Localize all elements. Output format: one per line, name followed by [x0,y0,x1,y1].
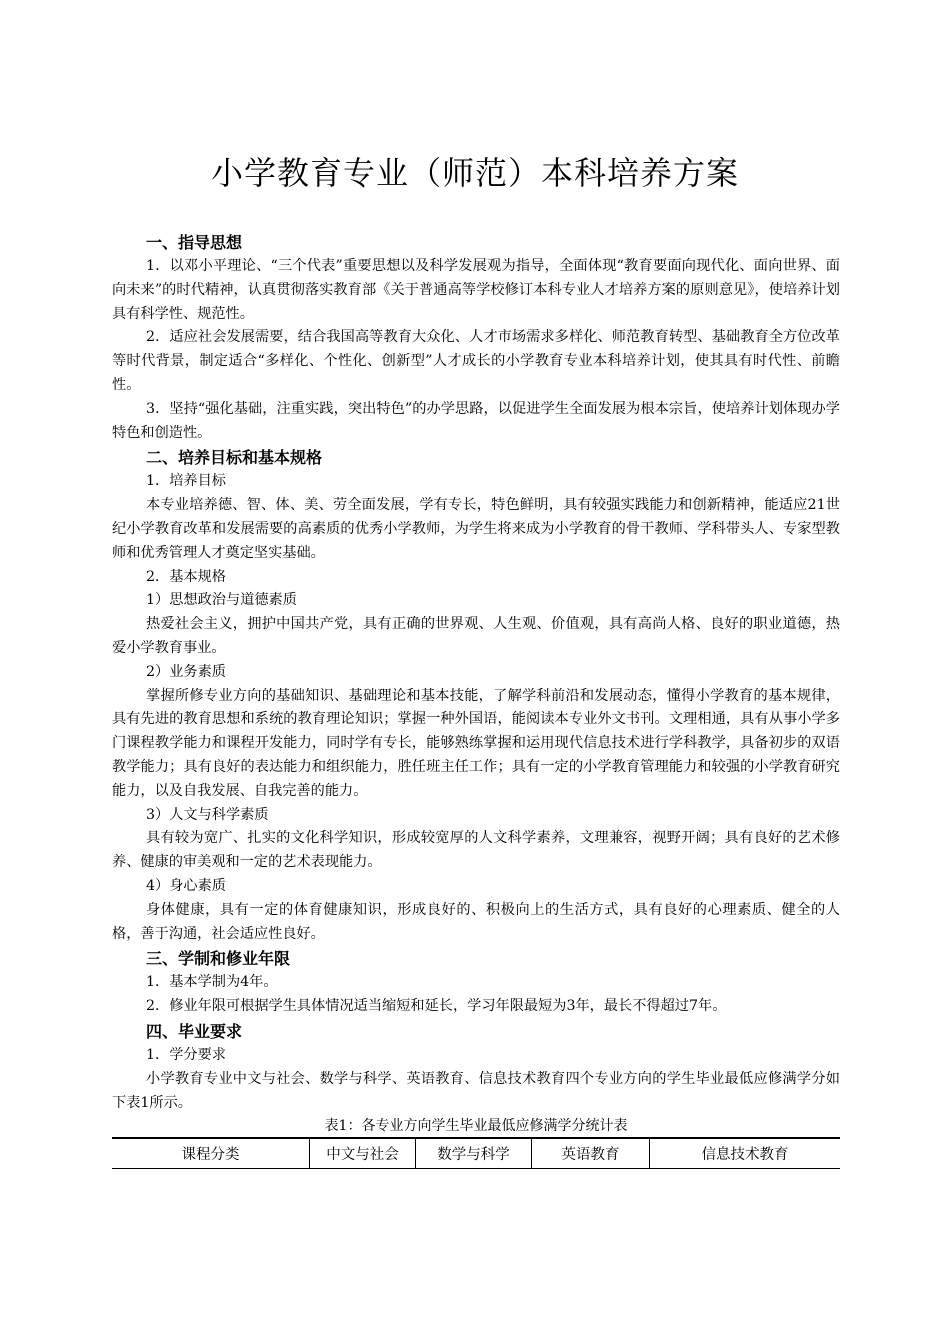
paragraph: 小学教育专业中文与社会、数学与科学、英语教育、信息技术教育四个专业方向的学生毕业最低应修满学分如下表1所示。 [112,1070,840,1111]
paragraph: 本专业培养德、智、体、美、劳全面发展，学有专长，特色鲜明，具有较强实践能力和创新精神，能适应21世纪小学教育改革和发展需要的高素质的优秀小学教师，为学生将来成为小学教育的骨干教师、学科带头人、专家型教师和优秀管理人才奠定坚实基础。 [112,497,840,561]
paragraph: 2．基本规格 [146,568,226,585]
paragraph: 具有较为宽广、扎实的文化科学知识，形成较宽厚的人文科学素养，文理兼容，视野开阔；具有良好的艺术修养、健康的审美观和一定的艺术表现能力。 [112,830,840,871]
paragraph: 热爱社会主义，拥护中国共产党，具有正确的世界观、人生观、价值观，具有高尚人格、良好的职业道德，热爱小学教育事业。 [112,616,840,656]
section-heading: 一、指导思想 [146,233,243,252]
page-title: 小学教育专业（师范）本科培养方案 [210,154,739,192]
paragraph: 3）人文与科学素质 [146,806,269,823]
paragraph: 1．培养目标 [146,473,226,490]
paragraph: 掌握所修专业方向的基础知识、基础理论和基本技能，了解学科前沿和发展动态，懂得小学教育的基本规律，具有先进的教育思想和系统的教育理论知识；掌握一种外国语，能阅读本专业外文书刊。文理相通，具有从事小学多门课程教学能力和课程开发能力，同时学有专长，能够熟练掌握和运用现代信息技术进行学科教学，具备初步的双语教学能力；具有良好的表达能力和组织能力，胜任班主任工作；具有一定的小学教育管理能力和较强的小学教育研究能力，以及自我发展、自我完善的能力。 [112,687,840,799]
table-caption: 表1：各专业方向学生毕业最低应修满学分统计表 [324,1118,628,1135]
table-header-cell: 课程分类 [112,1139,310,1168]
table-header-cell: 英语教育 [532,1139,650,1168]
credit-table-header [112,1137,840,1169]
paragraph: 4）身心素质 [146,877,226,894]
paragraph: 1．基本学制为4年。 [146,974,278,991]
paragraph: 身体健康，具有一定的体育健康知识，形成良好的、积极向上的生活方式，具有良好的心理素质、健全的人格，善于沟通，社会适应性良好。 [112,901,840,942]
paragraph: 2．修业年限可根据学生具体情况适当缩短和延长，学习年限最短为3年，最长不得超过7年。 [146,998,727,1015]
table-header-cell: 中文与社会 [310,1139,416,1168]
paragraph: 2）业务素质 [146,663,226,680]
paragraph: 1．以邓小平理论、“三个代表”重要思想以及科学发展观为指导，全面体现“教育要面向现代化、面向世界、面向未来”的时代精神，认真贯彻落实教育部《关于普通高等学校修订本科专业人才培养方案的原则意见》，使培养计划具有科学性、规范性。 [112,258,840,322]
section-heading: 二、培养目标和基本规格 [146,448,323,468]
section-heading: 四、毕业要求 [146,1021,243,1041]
paragraph: 2．适应社会发展需要，结合我国高等教育大众化、人才市场需求多样化、师范教育转型、基础教育全方位改革等时代背景，制定适合“多样化、个性化、创新型”人才成长的小学教育专业本科培养计划，使其具有时代性、前瞻性。 [112,329,840,393]
section-heading: 三、学制和修业年限 [146,949,291,969]
table-header-cell: 信息技术教育 [701,1147,789,1164]
table-header-cell: 数学与科学 [416,1139,532,1168]
paragraph: 1）思想政治与道德素质 [146,592,297,609]
paragraph: 3．坚持“强化基础，注重实践，突出特色”的办学思路，以促进学生全面发展为根本宗旨，使培养计划体现办学特色和创造性。 [112,400,840,441]
paragraph: 1．学分要求 [146,1046,226,1063]
document-body [112,230,840,1169]
